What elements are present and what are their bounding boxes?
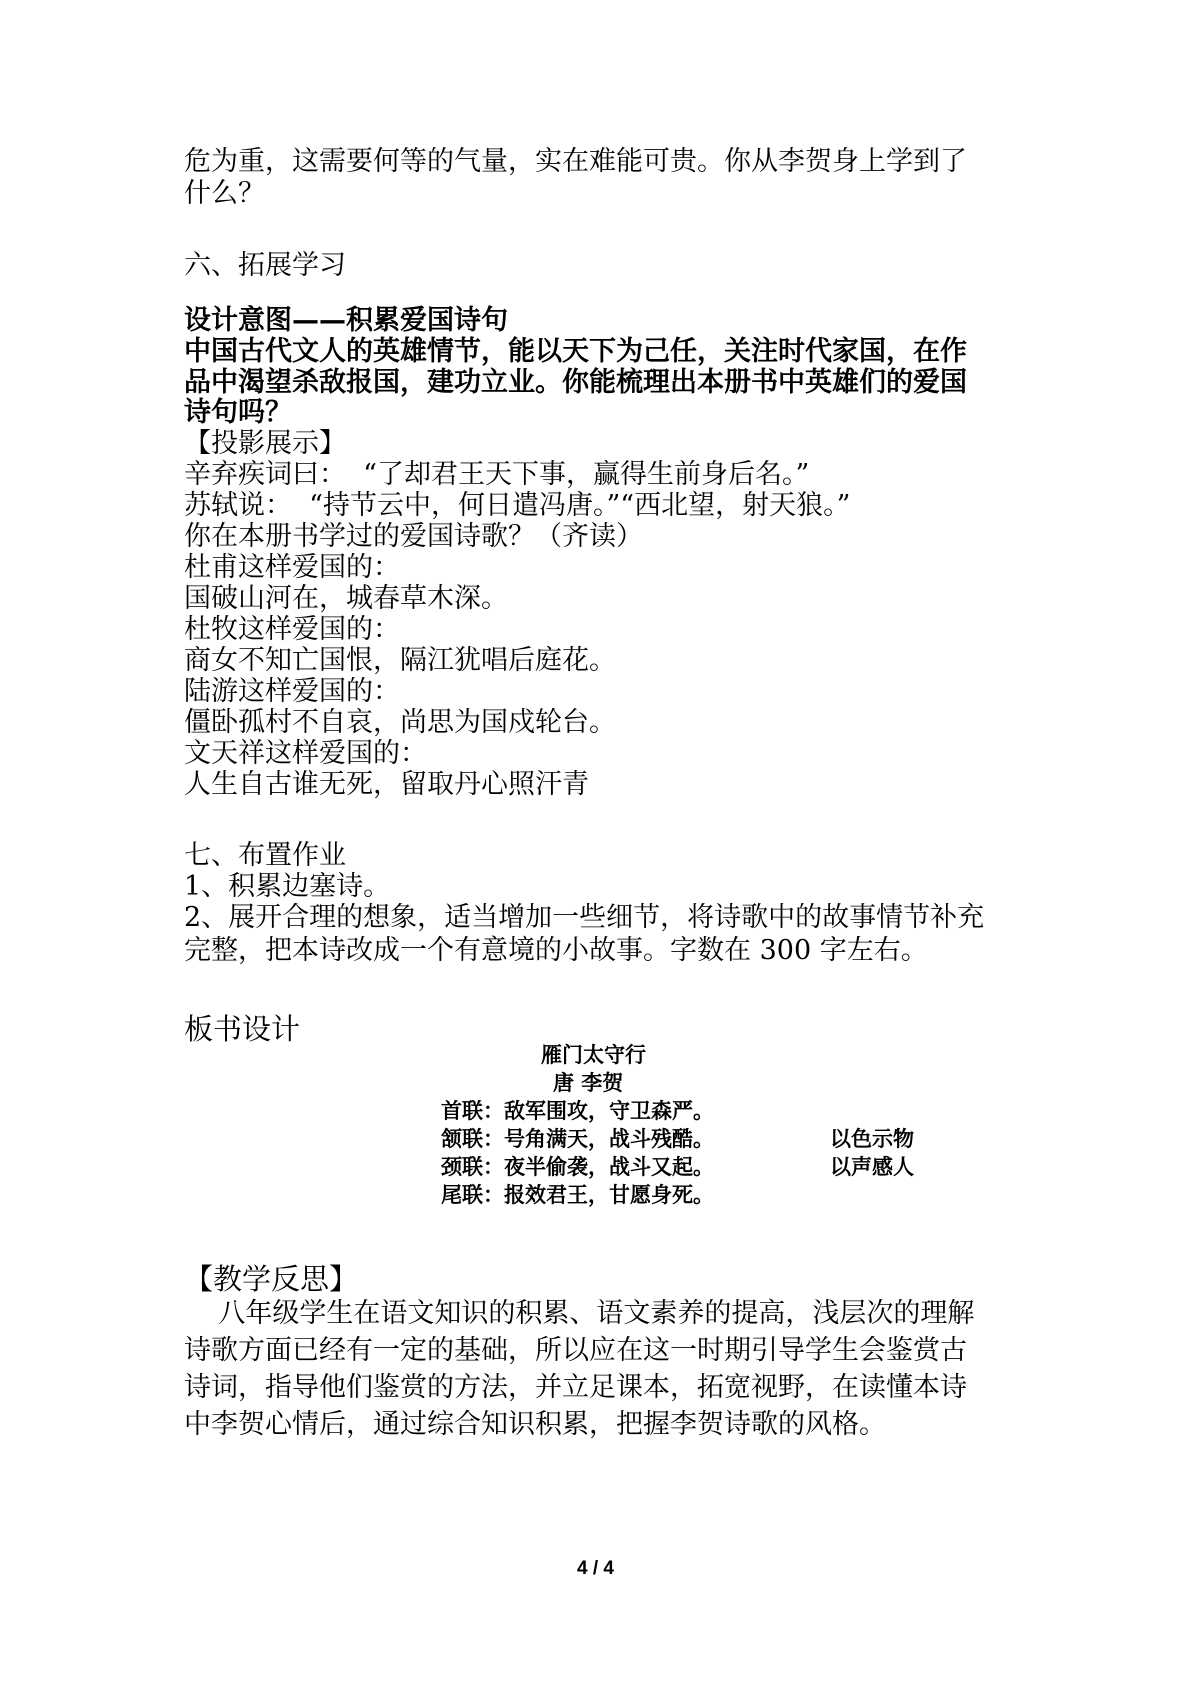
poem-line: 僵卧孤村不自哀，尚思为国戍轮台。 (184, 707, 616, 738)
poem-line: 辛弃疾词曰： “了却君王天下事，赢得生前身后名。” (184, 459, 810, 490)
intro-line-1: 危为重，这需要何等的气量，实在难能可贵。你从李贺身上学到了 (184, 146, 967, 177)
poem-line: 苏轼说： “持节云中，何日遣冯唐。”“西北望，射天狼。” (184, 490, 851, 521)
bold-paragraph-line-2: 品中渴望杀敌报国，建功立业。你能梳理出本册书中英雄们的爱国 (184, 367, 967, 398)
board-line-4: 尾联：报效君王，甘愿身死。 (441, 1183, 714, 1207)
reflection-line-3: 诗词，指导他们鉴赏的方法，并立足课本，拓宽视野，在读懂本诗 (184, 1372, 967, 1403)
poem-line: 文天祥这样爱国的： (184, 738, 427, 769)
page-number: 4 / 4 (577, 1558, 614, 1579)
reflection-line-4: 中李贺心情后，通过综合知识积累，把握李贺诗歌的风格。 (184, 1409, 886, 1440)
board-poem-author: 唐 李贺 (553, 1071, 624, 1095)
bold-paragraph-line-3: 诗句吗？ (184, 397, 292, 428)
board-design-title: 板书设计 (184, 1012, 301, 1046)
poem-line: 商女不知亡国恨，隔江犹唱后庭花。 (184, 645, 616, 676)
homework-item-2-line-2: 完整，把本诗改成一个有意境的小故事。字数在 300 字左右。 (184, 935, 928, 966)
board-poem-title: 雁门太守行 (541, 1043, 646, 1067)
board-line-2: 颔联：号角满天，战斗残酷。 (441, 1127, 714, 1151)
poem-line: 杜甫这样爱国的： (184, 552, 400, 583)
poem-line: 国破山河在，城春草木深。 (184, 583, 508, 614)
board-note-1: 以色示物 (830, 1127, 914, 1151)
bold-paragraph-line-1: 中国古代文人的英雄情节，能以天下为己任，关注时代家国，在作 (184, 336, 967, 367)
reflection-title: 【教学反思】 (184, 1262, 359, 1296)
homework-item-2-line-1: 2、展开合理的想象，适当增加一些细节，将诗歌中的故事情节补充 (184, 902, 985, 933)
board-note-2: 以声感人 (830, 1155, 914, 1179)
reflection-line-2: 诗歌方面已经有一定的基础，所以应在这一时期引导学生会鉴赏古 (184, 1335, 967, 1366)
section-6-title: 六、拓展学习 (184, 250, 346, 281)
poem-line: 陆游这样爱国的： (184, 676, 400, 707)
poem-line: 杜牧这样爱国的： (184, 614, 400, 645)
reflection-line-1: 八年级学生在语文知识的积累、语文素养的提高，浅层次的理解 (184, 1298, 975, 1329)
design-intent: 设计意图——积累爱国诗句 (184, 305, 508, 336)
homework-item-1: 1、积累边塞诗。 (184, 871, 391, 902)
poem-line: 你在本册书学过的爱国诗歌？（齐读） (184, 521, 643, 552)
poem-line: 人生自古谁无死，留取丹心照汗青 (184, 769, 589, 800)
projection-label: 【投影展示】 (184, 428, 346, 459)
section-7-title: 七、布置作业 (184, 840, 346, 871)
board-line-3: 颈联：夜半偷袭，战斗又起。 (441, 1155, 714, 1179)
intro-line-2: 什么？ (184, 178, 265, 209)
board-line-1: 首联：敌军围攻，守卫森严。 (441, 1099, 714, 1123)
